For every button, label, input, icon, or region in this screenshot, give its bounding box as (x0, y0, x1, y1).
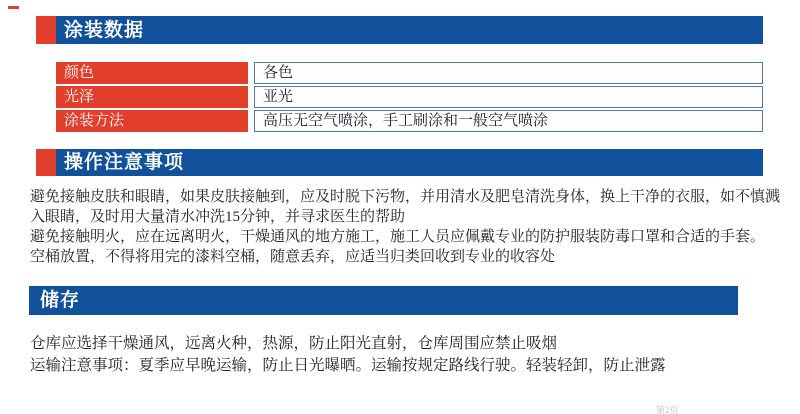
spec-label-method: 涂装方法 (56, 110, 248, 132)
storage-line: 仓库应选择干燥通风，远离火种，热源，防止阳光直射，仓库周围应禁止吸烟 (30, 335, 558, 352)
precautions-header-bar (56, 149, 763, 176)
spec-label-color: 颜色 (56, 62, 248, 84)
table-row (56, 110, 763, 132)
spec-value-method: 高压无空气喷涂，手工刷涂和一般空气喷涂 (254, 110, 763, 132)
storage-title: 储存 (40, 289, 81, 311)
storage-header-bar (29, 286, 738, 315)
storage-line: 运输注意事项：夏季应早晚运输，防止日光曝晒。运输按规定路线行驶。轻装轻卸，防止泄露 (30, 357, 666, 374)
spec-value-gloss: 亚光 (254, 86, 763, 108)
page-number-label: 第2页 (656, 405, 679, 414)
precautions-line: 避免接触皮肤和眼睛，如果皮肤接触到，应及时脱下污物，并用清水及肥皂清洗身体，换上干净的衣服，如不慎溅 (30, 189, 781, 205)
spec-value-color: 各色 (254, 62, 763, 84)
precautions-line: 空桶放置，不得将用完的漆料空桶，随意丢弃，应适当归类回收到专业的收容处 (30, 249, 556, 265)
table-row (56, 62, 763, 84)
precautions-text (30, 187, 780, 267)
precautions-title: 操作注意事项 (64, 151, 185, 173)
coating-data-title: 涂装数据 (64, 18, 145, 41)
precautions-red-accent (36, 149, 56, 176)
coating-data-header-bar (56, 16, 763, 44)
spec-label-gloss: 光泽 (56, 86, 248, 108)
coating-data-table (56, 62, 763, 132)
table-row (56, 86, 763, 108)
coating-data-red-accent (36, 16, 56, 44)
storage-text (30, 333, 666, 377)
top-left-red-dash (8, 6, 19, 9)
precautions-line: 避免接触明火，应在远离明火，干燥通风的地方施工，施工人员应佩戴专业的防护服装防毒口罩和合适的手套。 (30, 229, 766, 245)
precautions-line: 入眼睛，及时用大量清水冲洗15分钟，并寻求医生的帮助 (30, 209, 406, 225)
